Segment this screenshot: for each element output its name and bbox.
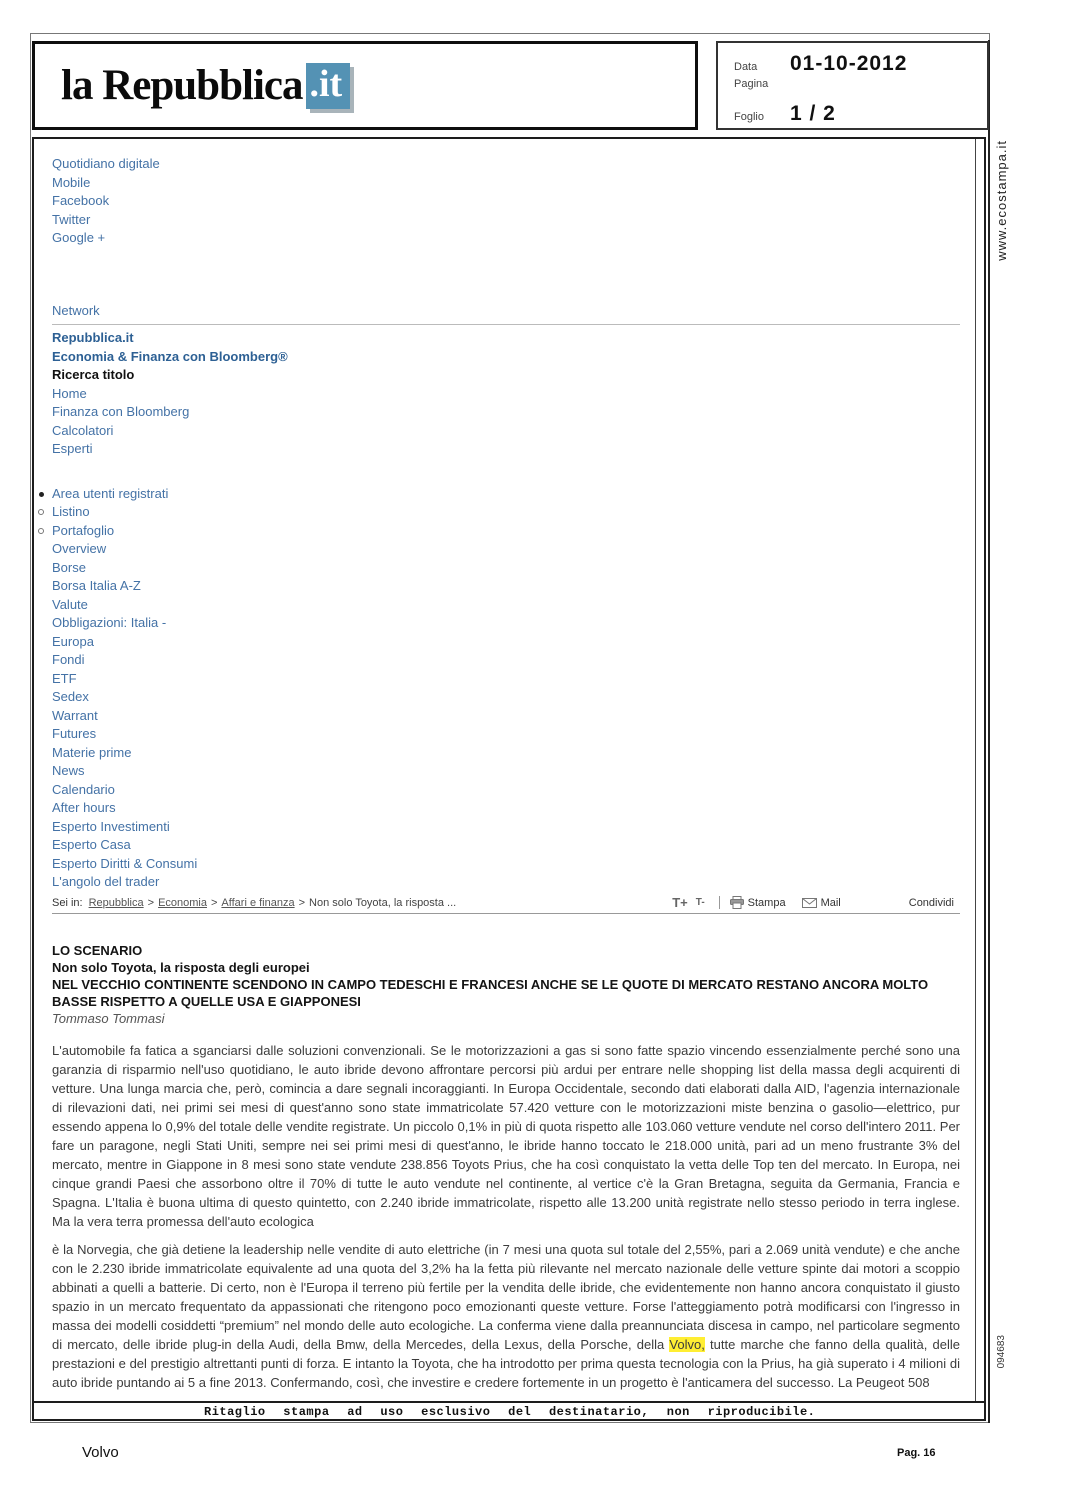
highlighted-keyword: Volvo, bbox=[669, 1336, 705, 1352]
search-title-label: Ricerca titolo bbox=[52, 367, 135, 382]
article bbox=[52, 942, 960, 1392]
market-nav-link[interactable]: Borse bbox=[52, 559, 86, 575]
toolbar-divider bbox=[719, 896, 720, 909]
breadcrumb-prefix: Sei in: bbox=[52, 896, 83, 909]
print-label: Stampa bbox=[747, 896, 786, 909]
market-nav-link[interactable]: Esperto Investimenti bbox=[52, 818, 170, 834]
market-nav-link[interactable]: After hours bbox=[52, 800, 116, 815]
mail-label: Mail bbox=[820, 896, 841, 909]
breadcrumb bbox=[52, 895, 960, 911]
ritaglio-notice: Ritaglio stampa ad uso esclusivo del destinatario, non riproducibile. bbox=[34, 1401, 984, 1419]
ecostampa-edge-rule bbox=[988, 40, 990, 1423]
market-nav-link[interactable]: Esperto Diritti & Consumi bbox=[52, 855, 198, 871]
breadcrumb-separator: > bbox=[298, 896, 306, 909]
breadcrumb-divider bbox=[52, 913, 960, 914]
text-decrease-button[interactable]: T- bbox=[695, 897, 705, 908]
listino-label: Listino bbox=[52, 504, 90, 519]
market-nav-link[interactable]: ETF bbox=[52, 670, 77, 686]
data-value: 01-10-2012 bbox=[790, 52, 908, 75]
data-label: Data bbox=[734, 61, 758, 73]
primary-nav-link[interactable]: Esperti bbox=[52, 441, 93, 456]
data-row bbox=[734, 52, 987, 78]
text-increase-button[interactable]: T+ bbox=[672, 895, 688, 910]
sidebar-item-portafoglio[interactable] bbox=[52, 522, 960, 541]
clipping-page-number: Pag. 16 bbox=[897, 1447, 936, 1459]
paragraph-2-after: tutte marche che fanno della qualità, delle prestazioni e del prestigio altrettanti punti di forza. E intanto la Toyota, che ha introdotto per prima questa tecnologia con la Prius, ha già superato i 4 milioni di auto ibride puntando ai 5 a fine 2013. Confermando, così, che investire e credere fortemente in un progetto è l'anticamera del successo. La Peugeot 508 bbox=[52, 1336, 960, 1390]
sidebar-item-listino[interactable] bbox=[52, 503, 960, 522]
market-nav-link[interactable]: Valute bbox=[52, 596, 88, 612]
breadcrumb-link-repubblica[interactable]: Repubblica bbox=[88, 896, 144, 909]
bullet-circle-icon bbox=[38, 528, 44, 534]
breadcrumb-separator: > bbox=[147, 896, 155, 909]
nav-divider bbox=[52, 324, 960, 325]
market-nav-link[interactable]: Borsa Italia A-Z bbox=[52, 578, 141, 593]
inner-right-rule bbox=[975, 139, 976, 1419]
mail-icon bbox=[802, 898, 817, 908]
ecostampa-code: 094683 bbox=[996, 1335, 1007, 1369]
area-utenti-label: Area utenti registrati bbox=[52, 485, 169, 501]
primary-nav-link[interactable]: Home bbox=[52, 385, 87, 401]
breadcrumb-link-economia[interactable]: Economia bbox=[158, 896, 207, 909]
printer-icon bbox=[730, 896, 744, 909]
ecostampa-watermark: www.ecostampa.it bbox=[994, 140, 1009, 261]
market-nav-link[interactable]: Fondi bbox=[52, 652, 85, 667]
breadcrumb-current: Non solo Toyota, la risposta ... bbox=[309, 896, 457, 909]
area-utenti-link[interactable] bbox=[52, 485, 960, 504]
top-nav-link[interactable]: Google + bbox=[52, 230, 106, 245]
portafoglio-label: Portafoglio bbox=[52, 522, 115, 538]
print-button[interactable] bbox=[730, 896, 786, 909]
breadcrumb-link-affari-e-finanza[interactable]: Affari e finanza bbox=[221, 896, 295, 909]
market-nav-link[interactable]: Materie prime bbox=[52, 744, 132, 760]
bullet-disc-icon bbox=[39, 492, 44, 497]
market-nav-link[interactable]: Warrant bbox=[52, 707, 98, 723]
article-kicker: LO SCENARIO bbox=[52, 942, 143, 958]
market-nav-link[interactable]: Calendario bbox=[52, 781, 115, 797]
bullet-circle-icon bbox=[38, 509, 44, 515]
market-links-list bbox=[52, 540, 960, 892]
market-nav-link[interactable]: News bbox=[52, 763, 85, 778]
top-nav-link[interactable]: Twitter bbox=[52, 211, 91, 227]
clipping-info-box bbox=[716, 41, 989, 130]
paragraph-2-before: è la Norvegia, che già detiene la leadership nelle vendite di auto elettriche (in 7 mesi una quota sul totale del 2,55%, pari a 2.069 unità vendute) e che anche con le 2.230 ibride immatricolate equivalente ad una quota del 3,2% ha la fetta più rilevante nel mercato nazionale delle vetture spinte dai motori a scoppio abbinati a quelli a batterie. Di certo, non è l'Europa il terreno più fertile per la vendita delle ibride, che evidentemente non hanno ancora conquistato il giusto spazio in un mercato frequentato da appassionati che ritengono poco emozionanti queste vetture. Forse l'atteggiamento potrà modificarsi con l'ingresso in massa dei modelli cosiddetti “premium” nel mondo delle auto ecologiche. La conferma viene dalla preannunciata discesa in campo, nel particolare segmento di mercato, delle ibride plug-in della Audi, della Bmw, della Mercedes, della Lexus, della Porsche, della bbox=[52, 1241, 960, 1352]
top-links-list bbox=[52, 155, 960, 248]
primary-nav-link[interactable]: Calcolatori bbox=[52, 422, 114, 438]
foglio-value: 1 / 2 bbox=[790, 102, 836, 125]
clipping-content-box bbox=[32, 137, 986, 1421]
pagina-row bbox=[734, 78, 987, 102]
clipping-subject: Volvo bbox=[82, 1444, 119, 1461]
article-paragraph-1: L'automobile fa fatica a sganciarsi dalle soluzioni convenzionali. Se le motorizzazioni a gas si sono fatte spazio vincendo essenzialmente perché sono una garanzia di risparmio nell'uso quotidiano, le auto ibride devono affrontare percorsi più ardui per entrare nelle shopping list della massa degli acquirenti di vetture. Una lunga marcia che, però, comincia a dare segnali incoraggianti. In Europa Occidentale, secondo dati elaborati dalla AID, l'agenzia internazionale di rilevazioni dati, nei primi sei mesi di quest'anno sono state immatricolate 57.420 vetture con le motorizzazioni miste benzina o gasolio—elettrico, pur essendo appena lo 0,9% del totale delle vendite registrate. Un piccolo 0,1% in più di quota rispetto alle 103.060 vetture vendute nel corso dell'intero 2011. Per fare un paragone, negli Stati Uniti, sempre nei sei primi mesi di quest'anno, le ibride hanno toccato le 218.000 unità, pari ad un meno frustrante 3% del mercato, mentre in Giappone in 8 mesi sono state vendute 238.856 Toyots Prius, che ha così conquistato la vetta delle Top ten del mercato. In Europa, nei cinque grandi Paesi che assorbono oltre il 70% di tutte le auto vendute nel continente, al vertice c'è la Gran Bretagna, seguita da Germania, Francia e Spagna. L'Italia è buona ultima di questo quintetto, con 2.240 ibride immatricolate, rispetto alle 13.200 unità registrate nello stesso periodo in terra inglese. Ma la vera terra promessa dell'auto ecologica bbox=[52, 1042, 960, 1229]
logo-la-repubblica: la Repubblica bbox=[61, 62, 303, 109]
site-title-link[interactable]: Repubblica.it bbox=[52, 330, 134, 345]
market-nav-link[interactable]: Obbligazioni: Italia - bbox=[52, 615, 167, 630]
pagina-label: Pagina bbox=[734, 78, 769, 90]
section-title-link[interactable]: Economia & Finanza con Bloomberg® bbox=[52, 348, 288, 364]
webpage-clipping bbox=[34, 139, 974, 1401]
market-nav-link[interactable]: Sedex bbox=[52, 689, 89, 704]
market-nav-link[interactable]: Futures bbox=[52, 726, 97, 741]
primary-links-list bbox=[52, 385, 960, 459]
article-paragraph-2 bbox=[52, 1240, 960, 1392]
market-nav-link[interactable]: Europa bbox=[52, 633, 94, 649]
article-title: Non solo Toyota, la risposta degli europei bbox=[52, 959, 310, 975]
primary-nav-link[interactable]: Finanza con Bloomberg bbox=[52, 404, 190, 419]
market-nav-link[interactable]: Overview bbox=[52, 541, 107, 556]
logo-it-badge: .it bbox=[306, 63, 350, 109]
foglio-label: Foglio bbox=[734, 111, 764, 123]
top-nav-link[interactable]: Mobile bbox=[52, 174, 91, 190]
article-toolbar bbox=[668, 895, 960, 910]
market-nav-link[interactable]: Esperto Casa bbox=[52, 837, 131, 852]
breadcrumb-separator: > bbox=[210, 896, 218, 909]
share-button[interactable]: Condividi bbox=[908, 896, 954, 909]
market-nav-link[interactable]: L'angolo del trader bbox=[52, 874, 160, 889]
network-link[interactable]: Network bbox=[52, 302, 100, 318]
top-nav-link[interactable]: Quotidiano digitale bbox=[52, 156, 160, 171]
foglio-row bbox=[734, 102, 987, 126]
article-author: Tommaso Tommasi bbox=[52, 1010, 165, 1026]
mail-button[interactable] bbox=[802, 897, 841, 909]
masthead-logo bbox=[32, 41, 698, 130]
top-nav-link[interactable]: Facebook bbox=[52, 193, 110, 208]
article-subtitle: NEL VECCHIO CONTINENTE SCENDONO IN CAMPO TEDESCHI E FRANCESI ANCHE SE LE QUOTE DI MERCATO RESTANO ANCORA MOLTO BASSE RISPETTO A QUELLE USA E GIAPPONESI bbox=[52, 976, 929, 1009]
